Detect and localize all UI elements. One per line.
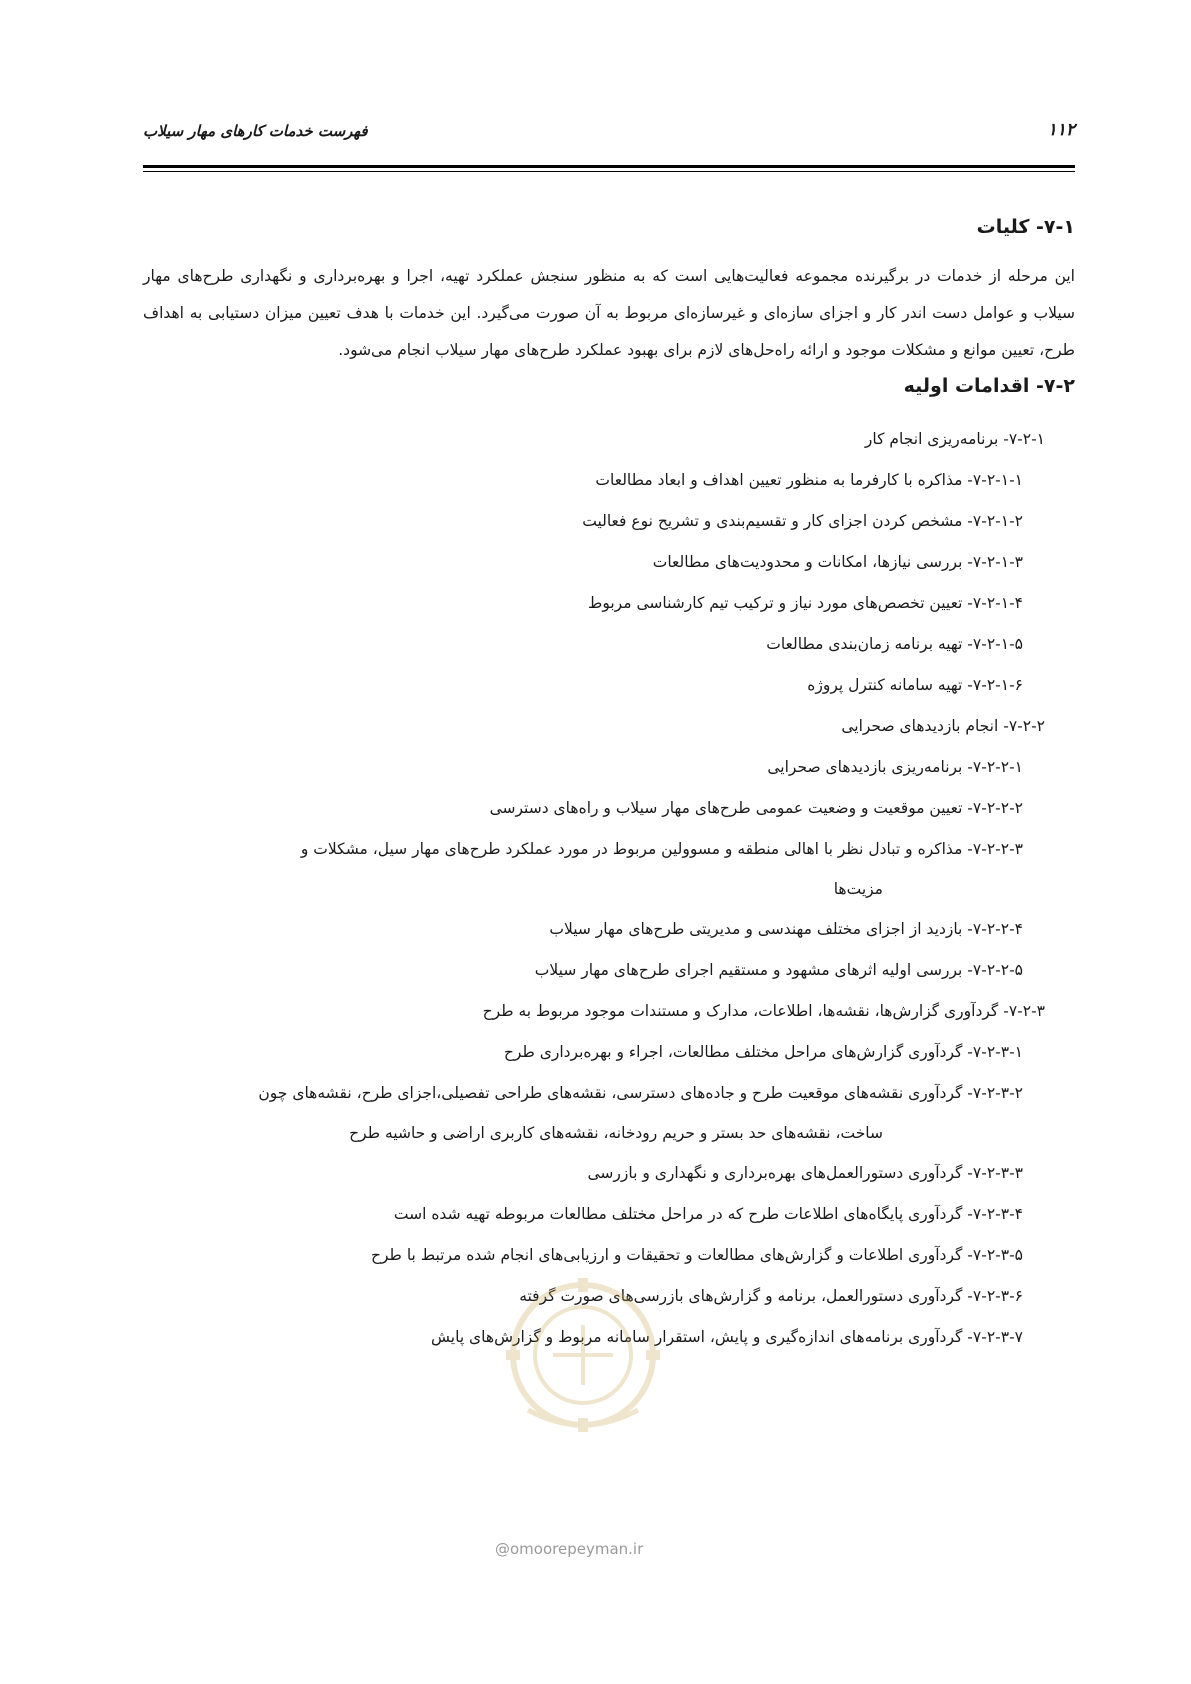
- outline-item-line: ۷-۲-۳-۲- گردآوری نقشه‌های موقعیت طرح و جاده‌های دسترسی، نقشه‌های طراحی تفصیلی،اجزای طرح، نقشه‌های چون: [258, 1084, 1023, 1102]
- outline-item: ۷-۲-۳-۵- گردآوری اطلاعات و گزارش‌های مطالعات و تحقیقات و ارزیابی‌های انجام شده مرتبط با طرح: [371, 1246, 1023, 1264]
- outline-item: ۷-۲-۲-۵- بررسی اولیه اثرهای مشهود و مستقیم اجرای طرح‌های مهار سیلاب: [534, 961, 1023, 979]
- outline-item-continuation: مزیت‌ها: [833, 880, 883, 898]
- page-content: [143, 210, 1075, 1358]
- outline-item-wrapped: [143, 1073, 1075, 1153]
- outline-item: ۷-۲-۱- برنامه‌ریزی انجام کار: [864, 430, 1045, 448]
- watermark-url: @omoorepeyman.ir: [495, 1540, 644, 1558]
- outline-item: ۷-۲-۳-۶- گردآوری دستورالعمل، برنامه و گزارش‌های بازرسی‌های صورت گرفته: [519, 1287, 1023, 1305]
- section-heading-initial-actions: ۷-۲- اقدامات اولیه: [903, 375, 1075, 397]
- outline-item: ۷-۲-۳-۷- گردآوری برنامه‌های اندازه‌گیری و پایش، استقرار سامانه مربوط و گزارش‌های پایش: [431, 1328, 1023, 1346]
- header-rule: [143, 165, 1075, 168]
- outline-item: ۷-۲-۲-۴- بازدید از اجزای مختلف مهندسی و مدیریتی طرح‌های مهار سیلاب: [549, 920, 1023, 938]
- outline-item: ۷-۲-۲-۱- برنامه‌ریزی بازدیدهای صحرایی: [767, 758, 1023, 776]
- outline-item: ۷-۲-۳-۴- گردآوری پایگاه‌های اطلاعات طرح که در مراحل مختلف مطالعات مربوطه تهیه شده است: [393, 1205, 1023, 1223]
- header-title: فهرست خدمات کارهای مهار سیلاب: [143, 122, 368, 140]
- header-rule-thin: [143, 171, 1075, 172]
- outline-item: ۷-۲-۱-۶- تهیه سامانه کنترل پروژه: [807, 676, 1023, 694]
- outline-item: ۷-۲-۳-۳- گردآوری دستورالعمل‌های بهره‌برداری و نگهداری و بازرسی: [587, 1164, 1023, 1182]
- outline-item: ۷-۲-۱-۵- تهیه برنامه زمان‌بندی مطالعات: [766, 635, 1023, 653]
- outline-item: ۷-۲-۱-۴- تعیین تخصص‌های مورد نیاز و ترکیب تیم کارشناسی مربوط: [588, 594, 1023, 612]
- outline-item: ۷-۲-۱-۲- مشخص کردن اجزای کار و تقسیم‌بندی و تشریح نوع فعالیت: [582, 512, 1023, 530]
- outline-item-line: ۷-۲-۲-۳- مذاکره و تبادل نظر با اهالی منطقه و مسوولین مربوط در مورد عملکرد طرح‌های مهار سیل، مشکلات و: [300, 840, 1023, 858]
- page-number: ۱۱۲: [1047, 120, 1075, 140]
- section-heading-general: ۷-۱- کلیات: [976, 216, 1075, 238]
- outline-item: ۷-۲-۳- گردآوری گزارش‌ها، نقشه‌ها، اطلاعات، مدارک و مستندات موجود مربوط به طرح: [482, 1002, 1045, 1020]
- section-paragraph: این مرحله از خدمات در برگیرنده مجموعه فعالیت‌هایی است که به منظور سنجش عملکرد تهیه، اجرا و بهره‌برداری و نگهداری طرح‌های مهار سیلاب و عوامل دست اندر کار و اجزای سازه‌ای و غیرسازه‌ای مربوط به آن صورت می‌گیرد. این خدمات با هدف تعیین میزان دستیابی به اهداف طرح، تعیین موانع و مشکلات موجود و ارائه راه‌حل‌های لازم برای بهبود عملکرد طرح‌های مهار سیلاب انجام می‌شود.: [143, 267, 1075, 359]
- outline-item-continuation: ساخت، نقشه‌های حد بستر و حریم رودخانه، نقشه‌های کاربری اراضی و حاشیه طرح: [349, 1124, 883, 1142]
- outline-item-wrapped: [143, 829, 1075, 909]
- watermark-logo-icon: [468, 1250, 698, 1450]
- page-header: [143, 118, 1075, 148]
- outline-item: ۷-۲-۱-۱- مذاکره با کارفرما به منظور تعیین اهداف و ابعاد مطالعات: [595, 471, 1023, 489]
- outline-item: ۷-۲-۲-۲- تعیین موقعیت و وضعیت عمومی طرح‌های مهار سیلاب و راه‌های دسترسی: [489, 799, 1023, 817]
- outline-item: ۷-۲-۳-۱- گردآوری گزارش‌های مراحل مختلف مطالعات، اجراء و بهره‌برداری طرح: [503, 1043, 1023, 1061]
- outline-item: ۷-۲-۱-۳- بررسی نیازها، امکانات و محدودیت‌های مطالعات: [652, 553, 1023, 571]
- outline-item: ۷-۲-۲- انجام بازدیدهای صحرایی: [841, 717, 1045, 735]
- outline-list: [143, 419, 1075, 1358]
